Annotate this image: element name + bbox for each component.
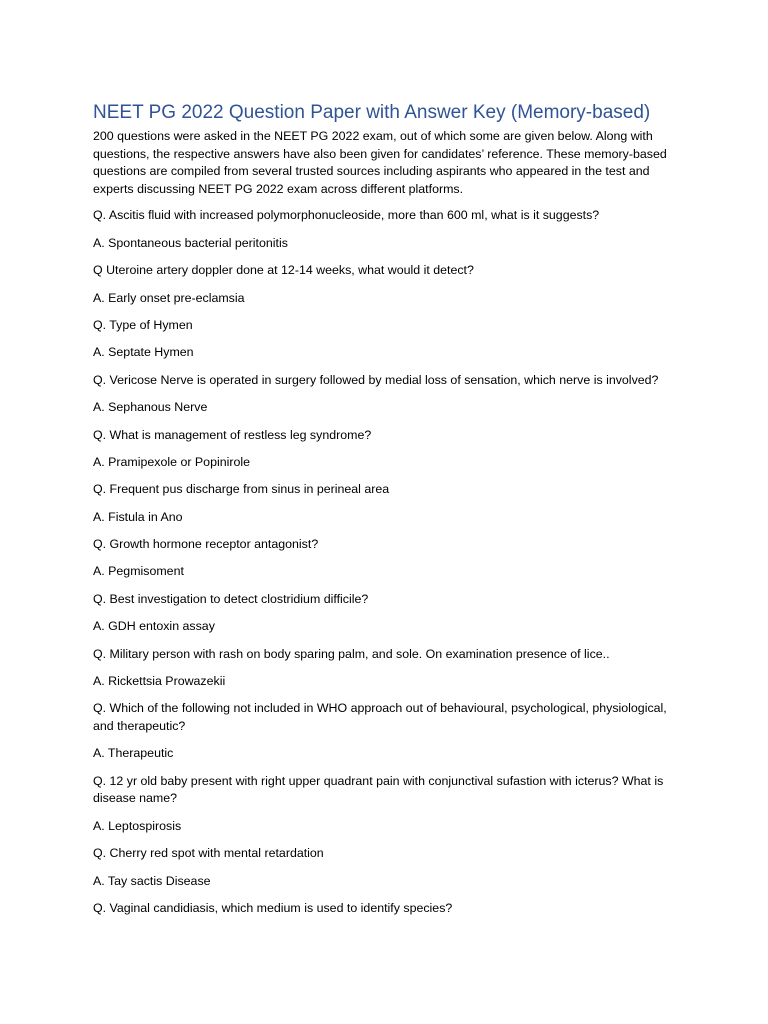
answer-line: A. Pramipexole or Popinirole — [93, 454, 251, 469]
answer-line: A. Fistula in Ano — [93, 509, 183, 524]
intro-paragraph: 200 questions were asked in the NEET PG 2022 exam, out of which some are given below. Along with questions, the respective answers have also been given for candidates’ reference. These memory-based questions are compiled from several trusted sources including aspirants who appeared in the test and experts discussing NEET PG 2022 exam across different platforms. — [93, 129, 667, 196]
answer-line: A. Therapeutic — [93, 746, 174, 761]
document-title: NEET PG 2022 Question Paper with Answer Key (Memory-based) — [93, 102, 651, 123]
question-line: Q. What is management of restless leg syndrome? — [93, 427, 372, 442]
answer-line: A. Sephanous Nerve — [93, 400, 208, 415]
question-answer-list — [93, 207, 668, 917]
answer-line: A. GDH entoxin assay — [93, 619, 215, 634]
question-line: Q Uteroine artery doppler done at 12-14 weeks, what would it detect? — [93, 263, 474, 278]
question-line: Q. Type of Hymen — [93, 317, 193, 332]
question-line: Q. Military person with rash on body sparing palm, and sole. On examination presence of lice.. — [93, 646, 610, 661]
question-line: Q. Which of the following not included in WHO approach out of behavioural, psychological, physiological, and therapeutic? — [93, 701, 667, 733]
question-line: Q. 12 yr old baby present with right upper quadrant pain with conjunctival sufastion with icterus? What is disease name? — [93, 773, 664, 806]
question-line: Q. Vericose Nerve is operated in surgery followed by medial loss of sensation, which nerve is involved? — [93, 372, 659, 387]
answer-line: A. Leptospirosis — [93, 818, 182, 833]
answer-line: A. Early onset pre-eclamsia — [93, 290, 245, 305]
question-line: Q. Vaginal candidiasis, which medium is used to identify species? — [93, 900, 453, 915]
answer-line: A. Pegmisoment — [93, 564, 184, 579]
answer-line: A. Septate Hymen — [93, 345, 194, 360]
question-line: Q. Ascitis fluid with increased polymorphonucleoside, more than 600 ml, what is it suggests? — [93, 208, 600, 223]
question-line: Q. Best investigation to detect clostridium difficile? — [93, 591, 369, 606]
question-line: Q. Frequent pus discharge from sinus in perineal area — [93, 482, 390, 497]
answer-line: A. Tay sactis Disease — [93, 873, 211, 888]
question-line: Q. Cherry red spot with mental retardation — [93, 846, 324, 861]
question-line: Q. Growth hormone receptor antagonist? — [93, 537, 319, 552]
answer-line: A. Spontaneous bacterial peritonitis — [93, 235, 288, 250]
answer-line: A. Rickettsia Prowazekii — [93, 674, 226, 689]
